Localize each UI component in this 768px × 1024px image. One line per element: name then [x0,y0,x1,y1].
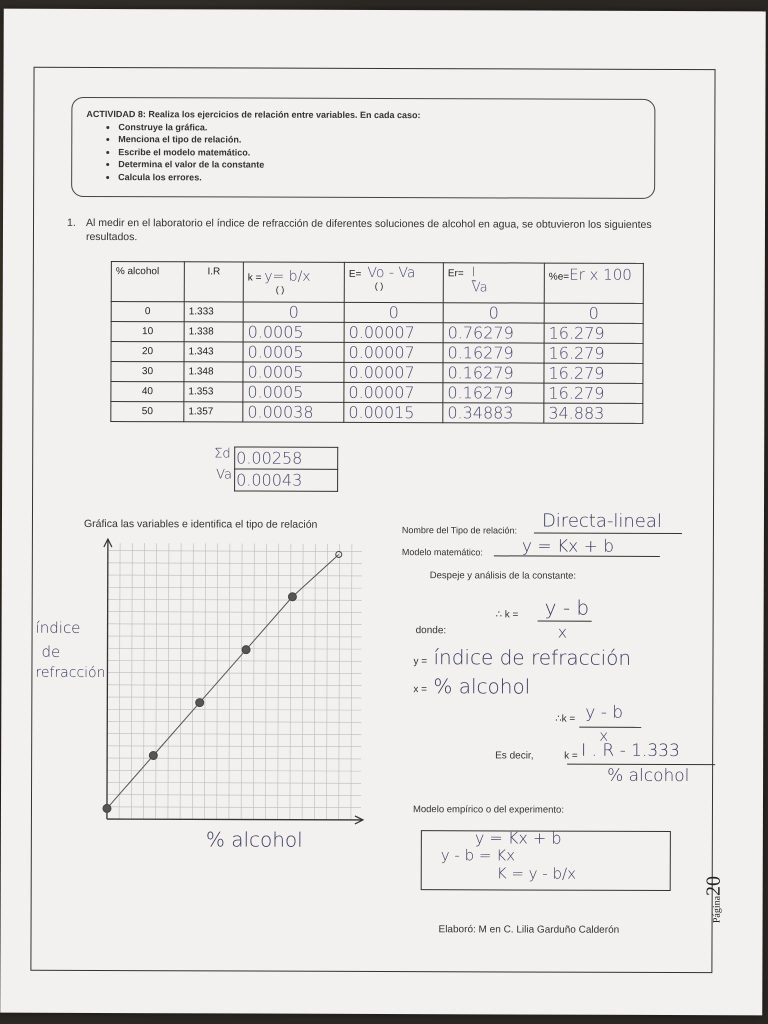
data-points [103,551,342,814]
cell-alcohol: 20 [111,342,184,362]
activity-box [71,97,655,199]
cell-e: 0.00007 [344,382,443,402]
empirical-line-1: y = Kx + b [474,828,562,848]
graph-chart [95,533,368,826]
k2-numerator: y - b [585,702,624,723]
cell-alcohol: 40 [111,382,184,402]
cell-ir: 1.343 [184,342,243,362]
data-point [336,551,342,557]
grid-line [108,599,362,600]
grid-line [107,770,361,771]
activity-title: ACTIVIDAD 8: Realiza los ejercicios de relación entre variables. En cada caso: [86,108,421,121]
grid-line [278,544,279,820]
despeje-label: Despeje y análisis de la constante: [429,570,577,582]
va-value: 0.00043 [235,469,338,491]
header-er-num: I [471,265,476,281]
cell-e: 0.00007 [344,362,443,382]
cell-pe: 34.883 [544,403,643,423]
graph-ylabel-line: índice [35,618,81,637]
cell-e: 0.00015 [344,402,443,422]
grid-line [168,543,169,819]
graph-xlabel: % alcohol [205,827,303,852]
cell-e: 0 [344,302,443,322]
grid-line [107,673,361,674]
cell-e: 0.00007 [344,342,443,362]
grid-line [253,544,254,820]
grid-line [180,543,181,819]
pagina-word: Página [711,895,723,924]
grid-line [205,543,206,819]
header-e [344,262,443,302]
grid-line [314,544,315,820]
header-e-formula: Vo - Va [367,264,416,282]
cell-ir: 1.333 [184,302,243,322]
data-point [196,699,204,707]
activity-list [86,120,654,184]
k3-numerator: I . R - 1.333 [581,740,680,762]
grid-line [302,544,303,820]
cell-ir: 1.348 [184,362,243,382]
header-k-paren: ( ) [275,284,285,295]
cell-alcohol: 50 [111,402,184,422]
grid-line [107,697,361,698]
grid-line [107,734,361,735]
cell-alcohol: 10 [111,322,184,342]
modelo-label: Modelo matemático: [401,547,483,558]
cell-alcohol: 30 [111,362,184,382]
cell-pe: 16.279 [544,383,643,403]
grid-line [107,782,361,783]
grid-line [108,575,362,576]
header-pe-label: %e= [548,271,570,283]
grid-line [107,807,361,808]
grid-line [107,721,361,722]
pagina-number: 20 [702,875,725,896]
cell-ir: 1.357 [184,402,243,422]
tipo-label: Nombre del Tipo de relación: [401,525,518,536]
k3-label: k = [564,750,578,762]
k-formula-denominator: x [557,622,568,642]
header-pe-formula: Er x 100 [569,265,632,284]
grid-line [108,563,362,564]
grid-line [107,685,361,686]
k2-label: ∴k = [555,713,576,725]
grid-line [107,795,361,796]
data-point [242,646,250,654]
k-formula-label: ∴ k = [495,609,519,621]
cell-ir: 1.353 [184,382,243,402]
activity-bullet: • Calcula los errores. [118,171,654,185]
cell-er: 0.76279 [443,323,544,343]
header-k-formula: y= b/x [264,268,311,285]
cell-er: 0.34883 [443,403,544,423]
grid-line [266,544,267,820]
grid-line [108,551,362,552]
header-k [243,262,344,302]
grid-line [107,746,361,747]
question-text: Al medir en el laboratorio el índice de refracción de diferentes soluciones de alcohol en agua, se obtuvieron los siguientes resultados. [85,216,652,244]
cell-er: 0.16279 [443,383,544,403]
table-row [111,322,643,344]
graph-grid [107,543,362,820]
data-point [149,751,157,759]
graph-ylabel-line: de [41,642,61,661]
grid-line [144,543,145,819]
x-def-label: x = [413,684,428,696]
sum-label: Σd [214,446,231,462]
grid-line [108,612,362,613]
cell-er: 0.16279 [443,343,544,363]
cell-e: 0.00007 [344,322,443,342]
question-number: 1. [66,216,76,229]
grid-line [119,543,120,819]
table-row [111,382,643,404]
table-row [111,342,643,364]
modelo-value: y = Kx + b [521,536,615,557]
table-row [111,362,643,384]
cell-k: 0 [243,302,344,322]
header-e-paren: ( ) [374,280,384,291]
grid-line [108,587,362,588]
grid-line [108,636,362,637]
k-formula-numerator: y - b [544,595,590,620]
va-label: Va [216,467,233,483]
cell-k: 0.0005 [243,362,344,382]
empirico-label: Modelo empírico o del experimento: [412,804,565,816]
data-point [288,593,296,601]
tipo-value: Directa-lineal [541,510,662,532]
k2-denominator: x [599,726,609,745]
header-alcohol: % alcohol [111,262,184,302]
empirical-line-2: y - b = Kx [440,846,516,865]
grid-line [107,758,361,759]
grid-line [339,544,340,820]
header-er [443,263,544,303]
k2-fraction-bar [579,727,641,728]
es-decir-label: Es decir, [495,750,534,762]
cell-er: 0 [443,303,544,323]
grid-line [351,544,352,820]
table-header-row [111,262,643,304]
cell-pe: 16.279 [544,363,643,383]
grid-line [229,543,230,819]
header-k-label: k = [247,272,265,284]
grid-line [131,543,132,819]
grid-line [290,544,291,820]
data-point [103,804,111,812]
header-percent-error [544,263,643,303]
k-fraction-bar [538,621,592,622]
header-ir: I.R [184,262,243,302]
grid-line [107,709,361,710]
grid-line [108,624,362,625]
elaboro-credit: Elaboró: M en C. Lilia Garduño Calderón [438,924,620,936]
cell-pe: 16.279 [544,323,643,343]
header-er-den: Va [471,280,488,296]
worksheet-page [0,9,766,1016]
empirical-line-3: K = y - b/x [496,864,576,883]
y-axis [107,539,108,819]
page-number [703,876,726,923]
cell-k: 0.0005 [243,342,344,362]
activity-bullet: • Escribe el modelo matemático. [118,146,654,160]
graph-title: Gráfica las variables e identifica el tipo de relación [83,517,318,531]
table-row [111,402,643,424]
grid-line [108,648,362,649]
activity-bullet: • Determina el valor de la constante [118,158,654,172]
grid-line [156,543,157,819]
x-def-value: % alcohol [433,674,531,699]
y-def-label: y = [413,656,428,668]
grid-line [192,543,193,819]
grid-line [327,544,328,820]
sum-table [234,446,338,491]
header-er-label: Er= [447,268,464,280]
y-def-value: índice de refracción [433,645,632,670]
k3-denominator: % alcohol [607,765,690,787]
grid-line [107,660,361,661]
table-row [111,302,643,324]
cell-alcohol: 0 [111,302,184,322]
x-axis [107,819,363,820]
question-1 [67,216,687,246]
results-table [110,261,644,424]
cell-k: 0.00038 [243,402,344,422]
sum-value: 0.00258 [235,447,338,469]
cell-pe: 0 [544,303,643,323]
cell-k: 0.0005 [243,322,344,342]
cell-pe: 16.279 [544,343,643,363]
header-e-label: E= [348,268,362,280]
grid-line [241,544,242,820]
graph-ylabel-line: refracción [35,664,106,682]
cell-er: 0.16279 [443,363,544,383]
activity-bullet: • Construye la gráfica. [118,121,654,135]
activity-bullet: • Menciona el tipo de relación. [118,133,654,147]
cell-k: 0.0005 [243,382,344,402]
donde-label: donde: [415,625,447,637]
cell-ir: 1.338 [184,322,243,342]
grid-line [217,543,218,819]
